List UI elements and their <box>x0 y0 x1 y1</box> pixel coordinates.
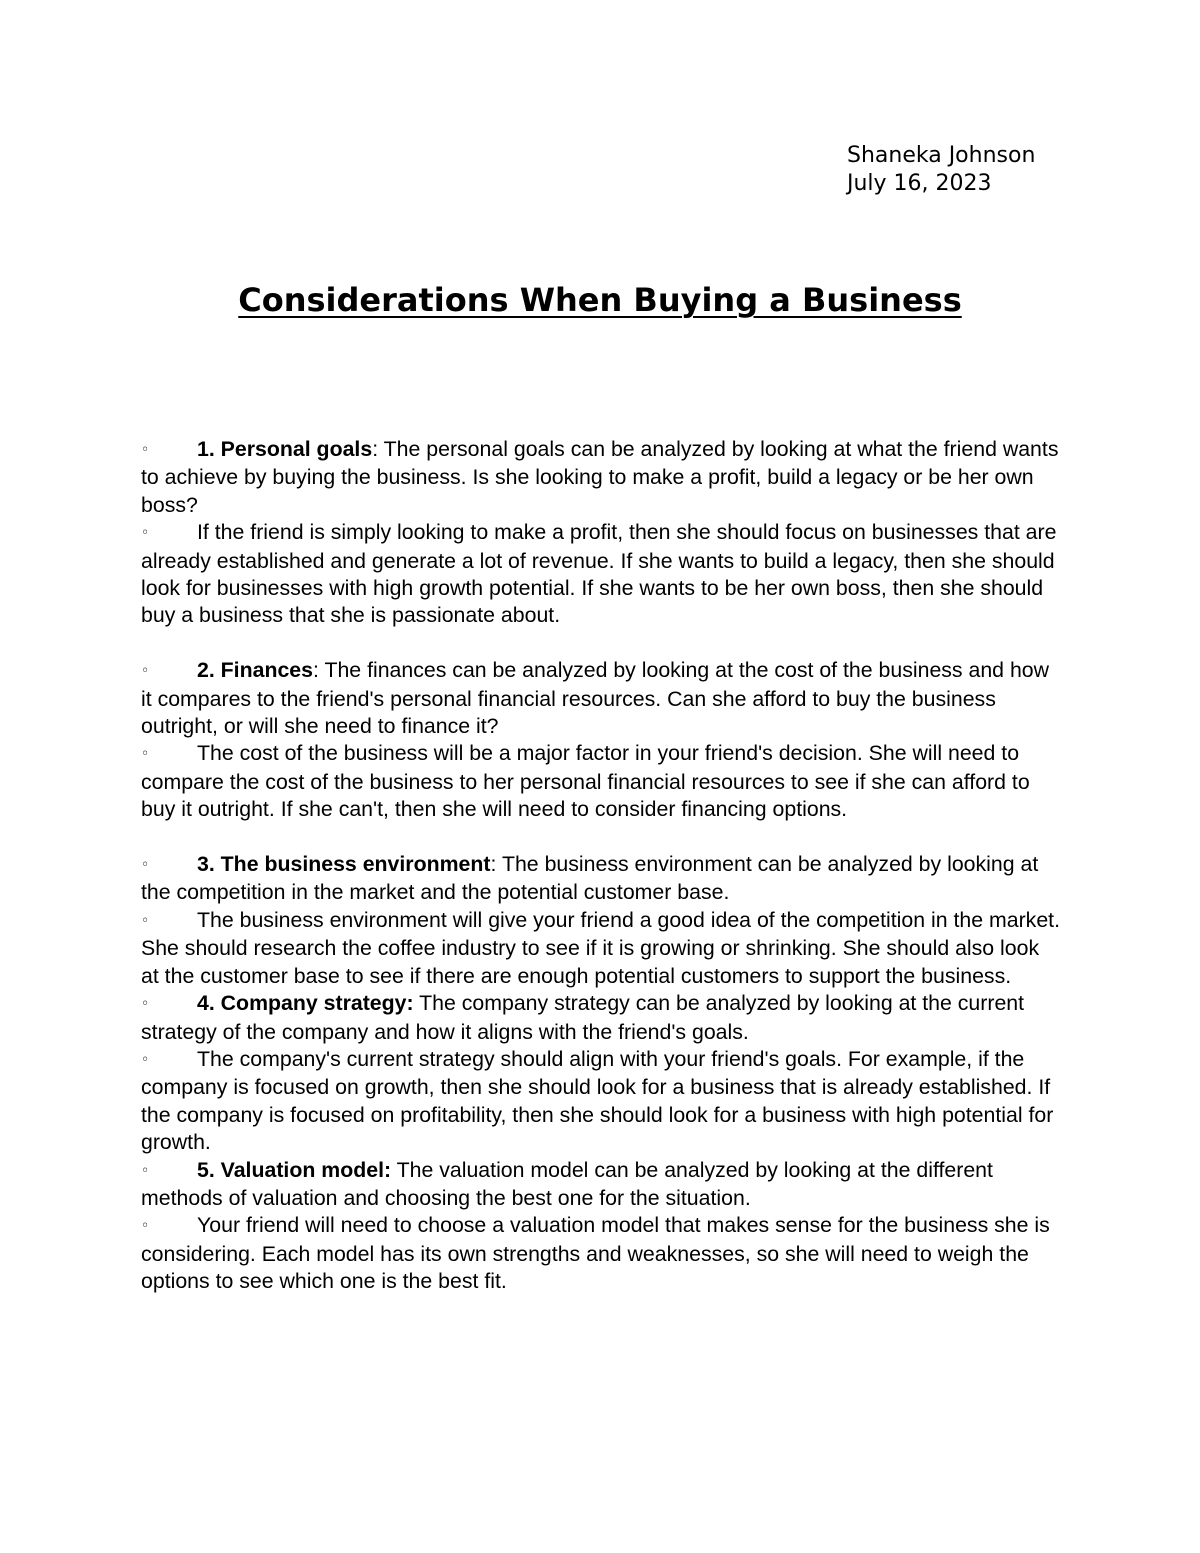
bullet-icon: ◦ <box>141 1051 150 1068</box>
paragraph-gap <box>141 630 1061 657</box>
item-detail-text: Your friend will need to choose a valuation model that makes sense for the business she is considering. Each model has its own strengths and weaknesses, so she will need to weigh the options to see which one is the best fit. <box>141 1213 1050 1294</box>
list-item-detail <box>141 907 1061 990</box>
bullet-icon: ◦ <box>141 746 150 763</box>
item-text: The company strategy can be analyzed by looking at the current strategy of the company and how it aligns with the friend's goals. <box>141 991 1025 1044</box>
document-body <box>141 436 1061 1296</box>
bullet-icon: ◦ <box>141 442 150 458</box>
bullet-icon: ◦ <box>141 525 150 542</box>
item-separator: : <box>490 852 502 877</box>
item-text: The personal goals can be analyzed by looking at what the friend wants to achieve by buying the business. Is she looking to make a profit, build a legacy or be her own boss? <box>141 437 1059 517</box>
item-heading: 1. Personal goals <box>197 437 373 461</box>
item-text: The business environment can be analyzed by looking at the competition in the market and the potential customer base. <box>141 852 1039 905</box>
paragraph-gap <box>141 824 1061 851</box>
item-detail-text: The company's current strategy should align with your friend's goals. For example, if the company is focused on growth, then she should look for a business that is already established. If the company is focused on profitability, then she should look for a business with high potential for growth. <box>141 1046 1054 1155</box>
item-heading: 3. The business environment <box>197 852 491 877</box>
bullet-icon: ◦ <box>141 996 150 1013</box>
item-separator: : <box>372 437 384 461</box>
item-text: The valuation model can be analyzed by looking at the different methods of valuation and choosing the best one for the situation. <box>141 1157 993 1210</box>
item-heading: 2. Finances <box>197 658 313 683</box>
bullet-icon: ◦ <box>141 1218 150 1235</box>
item-detail-text: If the friend is simply looking to make a profit, then she should focus on businesses that are already established and generate a lot of revenue. If she wants to build a legacy, then she should look for businesses with high growth potential. If she wants to be her own boss, then she should buy a business that she is passionate about. <box>141 520 1057 628</box>
item-detail-text: The business environment will give your friend a good idea of the competition in the market. She should research the coffee industry to see if it is growing or shrinking. She should also look at the customer base to see if there are enough potential customers to support the business. <box>141 907 1060 988</box>
item-heading: 5. Valuation model: <box>197 1157 392 1182</box>
list-item-personal-goals <box>141 436 1061 519</box>
list-item-detail <box>141 1046 1061 1157</box>
author-name: Shaneka Johnson <box>847 143 1036 168</box>
bullet-icon: ◦ <box>141 912 150 929</box>
bullet-icon: ◦ <box>141 1162 150 1179</box>
list-item-valuation-model <box>141 1157 1061 1213</box>
list-item-detail <box>141 1212 1061 1295</box>
item-heading: 4. Company strategy: <box>197 991 414 1016</box>
bullet-icon: ◦ <box>141 857 150 874</box>
list-item-detail <box>141 740 1061 823</box>
bullet-icon: ◦ <box>141 663 150 680</box>
list-item-finances <box>141 657 1061 740</box>
document-title: Considerations When Buying a Business <box>238 281 962 319</box>
document-date: July 16, 2023 <box>847 171 992 196</box>
item-separator: : <box>313 658 325 683</box>
list-item-business-environment <box>141 851 1061 907</box>
item-detail-text: The cost of the business will be a major factor in your friend's decision. She will need to compare the cost of the business to her personal financial resources to see if she can afford to buy it outright. If she can't, then she will need to consider financing options. <box>141 741 1030 822</box>
list-item-company-strategy <box>141 990 1061 1046</box>
item-text: The finances can be analyzed by looking at the cost of the business and how it compares to the friend's personal financial resources. Can she afford to buy the business outright, or will she need to finance it? <box>141 658 1050 739</box>
author-date-block <box>847 142 1035 198</box>
list-item-detail <box>141 519 1061 630</box>
